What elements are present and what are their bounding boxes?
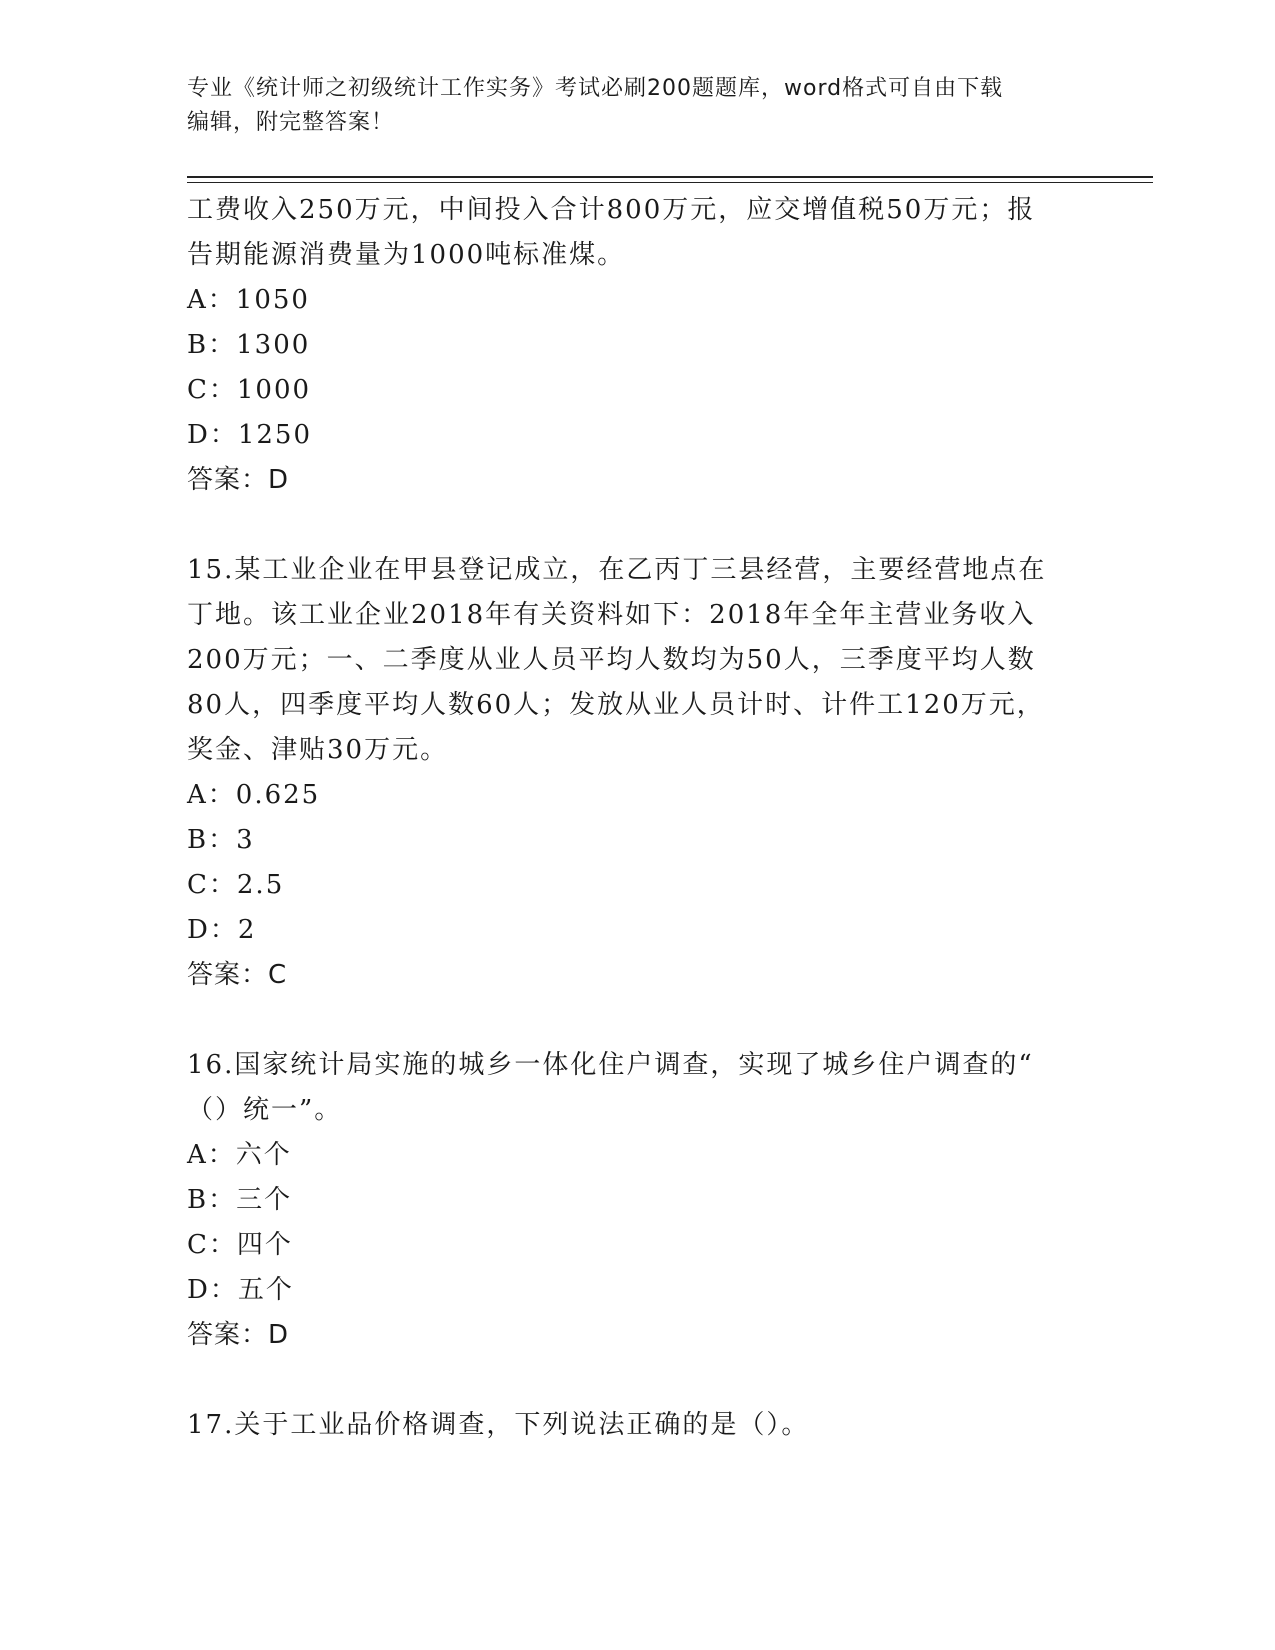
question-text-line: （）统一”。 xyxy=(187,1095,343,1125)
header-line: 专业《统计师之初级统计工作实务》考试必刷200题题库，word格式可自由下载 xyxy=(187,76,1004,101)
question-text-line: 奖金、津贴30万元。 xyxy=(187,735,449,765)
header-divider xyxy=(187,176,1153,178)
header-line: 编辑，附完整答案！ xyxy=(187,110,395,135)
option-d: D：五个 xyxy=(187,1275,294,1305)
question-block xyxy=(187,548,1087,998)
question-text-line: 80人，四季度平均人数60人；发放从业人员计时、计件工120万元， xyxy=(187,690,1045,720)
question-text-line: 17.关于工业品价格调查，下列说法正确的是（）。 xyxy=(187,1410,810,1440)
option-b: B：1300 xyxy=(187,330,311,360)
option-b: B：3 xyxy=(187,825,255,855)
option-b: B：三个 xyxy=(187,1185,293,1215)
option-c: C：四个 xyxy=(187,1230,293,1260)
option-c: C：2.5 xyxy=(187,870,285,900)
question-block xyxy=(187,1403,1087,1448)
option-d: D：2 xyxy=(187,915,257,945)
question-text-line: 告期能源消费量为1000吨标准煤。 xyxy=(187,240,626,270)
option-a: A：六个 xyxy=(187,1140,292,1170)
question-list xyxy=(187,188,1087,1448)
answer-line: 答案：C xyxy=(187,960,288,990)
question-text-line: 16.国家统计局实施的城乡一体化住户调查，实现了城乡住户调查的“ xyxy=(187,1050,1034,1080)
document-header xyxy=(187,72,1067,140)
question-text-line: 15.某工业企业在甲县登记成立，在乙丙丁三县经营，主要经营地点在 xyxy=(187,555,1047,585)
option-d: D：1250 xyxy=(187,420,313,450)
question-block xyxy=(187,1043,1087,1358)
header-divider-thin xyxy=(187,182,1153,183)
option-a: A：0.625 xyxy=(187,780,321,810)
option-c: C：1000 xyxy=(187,375,312,405)
question-text-line: 200万元；一、二季度从业人员平均人数均为50人，三季度平均人数 xyxy=(187,645,1036,675)
spacer xyxy=(187,998,1087,1043)
option-a: A：1050 xyxy=(187,285,310,315)
spacer xyxy=(187,1358,1087,1403)
spacer xyxy=(187,503,1087,548)
question-text-line: 工费收入250万元，中间投入合计800万元，应交增值税50万元；报 xyxy=(187,195,1036,225)
question-block xyxy=(187,188,1087,503)
answer-line: 答案：D xyxy=(187,465,290,495)
answer-line: 答案：D xyxy=(187,1320,290,1350)
question-text-line: 丁地。该工业企业2018年有关资料如下：2018年全年主营业务收入 xyxy=(187,600,1036,630)
